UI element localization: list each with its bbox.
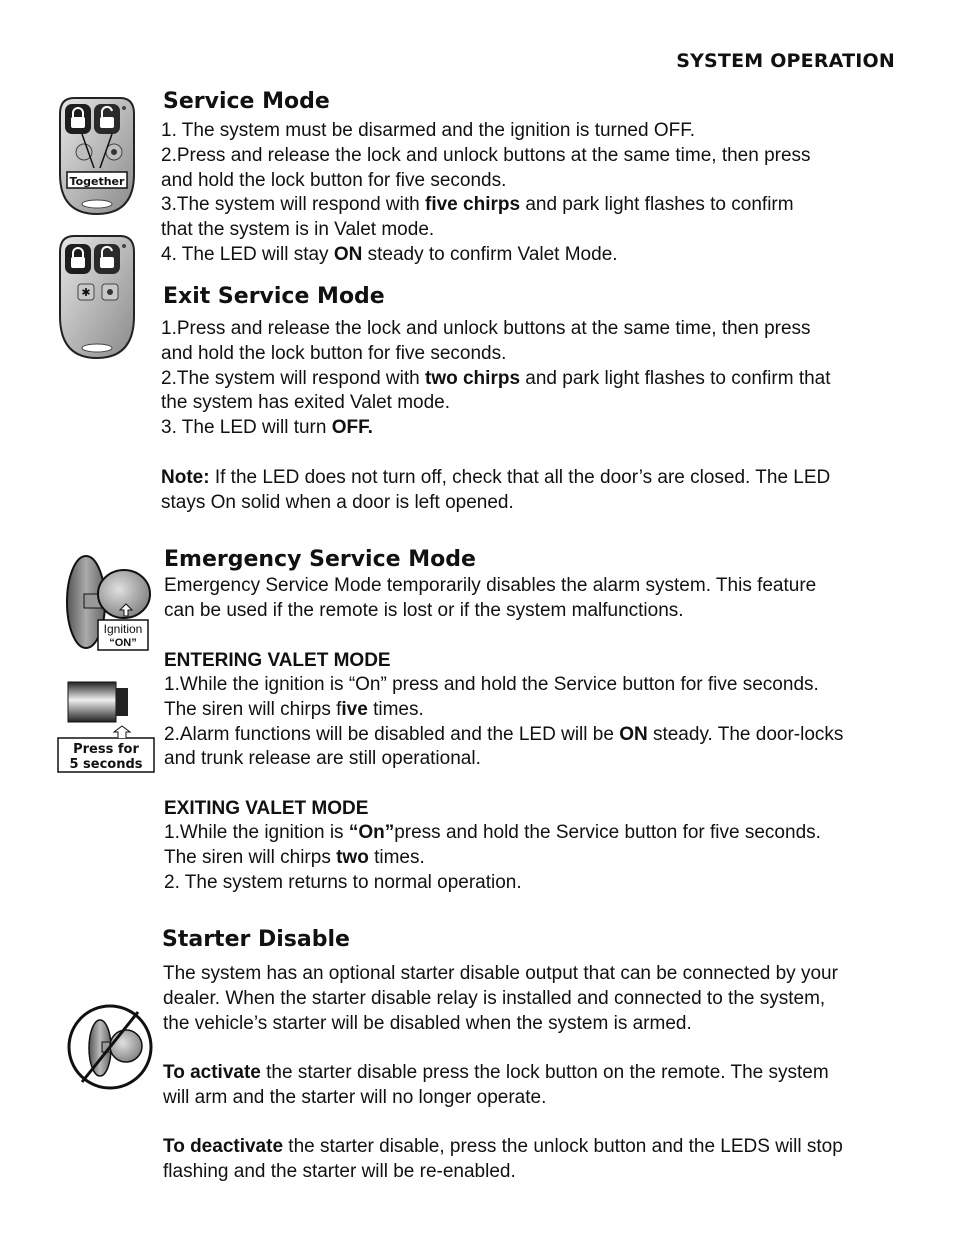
exit-step-line: 1.Press and release the lock and unlock buttons at the same time, then press: [161, 318, 811, 339]
service-step-line: that the system is in Valet mode.: [161, 219, 435, 241]
svg-text:✱: ✱: [81, 286, 91, 299]
entering-step-line: 1.While the ignition is “On” press and hold the Service button for five seconds.: [164, 674, 819, 695]
starter-disable-heading: Starter Disable: [162, 927, 350, 952]
exiting-step-line: 2. The system returns to normal operation.: [164, 871, 522, 893]
entering-step-line: 2.Alarm functions will be disabled and the LED will be ON steady. The door-locks: [164, 723, 844, 745]
exit-service-mode-heading: Exit Service Mode: [163, 284, 385, 309]
remote-together-icon: [54, 94, 140, 218]
exit-step-line: and hold the lock button for five seconds.: [161, 342, 507, 364]
deactivate-label: To deactivate: [163, 1136, 284, 1157]
exit-step-line: 3. The LED will turn OFF.: [161, 417, 373, 439]
service-step-line: 2.Press and release the lock and unlock buttons at the same time, then press: [161, 144, 811, 166]
ignition-on-label: “ON”: [109, 637, 137, 649]
entering-valet-heading: ENTERING VALET MODE: [164, 650, 391, 671]
press-for-label: Press for: [73, 742, 139, 757]
service-mode-heading: Service Mode: [163, 89, 330, 114]
five-seconds-label: 5 seconds: [69, 757, 143, 772]
exiting-valet-steps: [164, 821, 821, 895]
exiting-valet-heading: EXITING VALET MODE: [164, 798, 369, 819]
remote-together-label: Together: [69, 175, 125, 188]
entering-step-line: The siren will chirps five times.: [164, 698, 424, 720]
exiting-step-line: The siren will chirps two times.: [164, 846, 425, 868]
service-step-line: 1. The system must be disarmed and the ignition is turned OFF.: [161, 120, 696, 141]
remote-icon: [54, 232, 140, 362]
activate-label: To activate: [163, 1062, 261, 1083]
exit-step-line: 2.The system will respond with two chirps and park light flashes to confirm that: [161, 367, 831, 389]
exiting-step-line: 1.While the ignition is “On”press and hold the Service button for five seconds.: [164, 822, 821, 843]
emergency-service-mode-heading: Emergency Service Mode: [164, 547, 476, 572]
exit-step-line: the system has exited Valet mode.: [161, 392, 451, 414]
no-key-icon: [66, 1002, 154, 1092]
page-header-title: SYSTEM OPERATION: [676, 50, 895, 72]
exit-service-mode-steps: [161, 317, 831, 441]
service-mode-steps: [161, 119, 811, 268]
emergency-intro: Emergency Service Mode temporarily disables the alarm system. This feature can be used if the remote is lost or if the system malfunctions.: [164, 575, 817, 621]
service-step-line: 3.The system will respond with five chirps and park light flashes to confirm: [161, 194, 794, 216]
ignition-key-icon: [62, 552, 154, 652]
service-step-line: and hold the lock button for five seconds.: [161, 169, 507, 191]
starter-deactivate: To deactivate the starter disable, press the unlock button and the LEDS will stop flashing and the starter will be re-enabled.: [163, 1136, 843, 1182]
starter-activate: To activate the starter disable press the lock button on the remote. The system will arm and the starter will no longer operate.: [163, 1062, 829, 1108]
exit-service-note: Note: If the LED does not turn off, check that all the door’s are closed. The LED stays On solid when a door is left opened.: [161, 467, 831, 513]
entering-step-line: and trunk release are still operational.: [164, 748, 481, 770]
service-step-line: 4. The LED will stay ON steady to confirm Valet Mode.: [161, 243, 618, 265]
note-label: Note:: [161, 467, 210, 488]
entering-valet-steps: [164, 673, 843, 772]
starter-intro: The system has an optional starter disable output that can be connected by your dealer. When the starter disable relay is installed and connected to the system, the vehicle’s starter will be disabled when the system is armed.: [163, 963, 838, 1034]
ignition-label: Ignition: [103, 622, 143, 636]
service-button-icon: [54, 676, 158, 776]
